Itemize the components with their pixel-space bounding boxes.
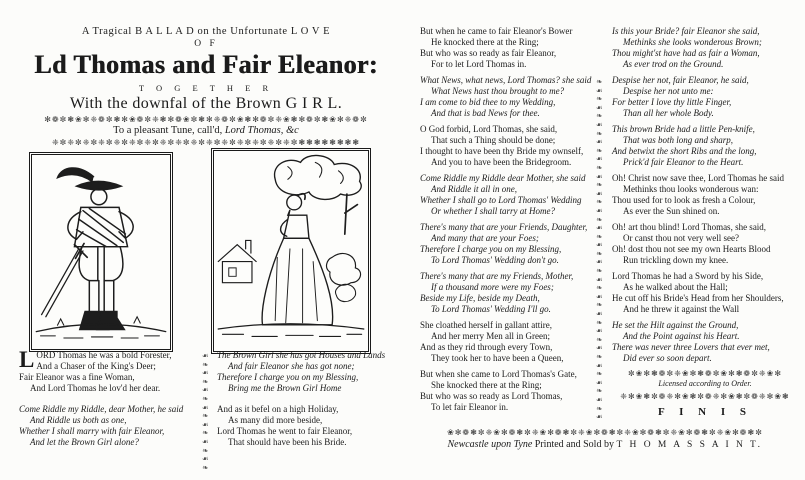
verse-line: Oh! Christ now save thee, Lord Thomas he said: [612, 173, 785, 183]
verse-line: O God forbid, Lord Thomas, she said,: [420, 124, 558, 134]
verse-line: And a Chaser of the King's Deer;: [36, 361, 156, 371]
verse-line: And Riddle us both as one,: [30, 415, 127, 425]
imprint-middle: Printed and Sold by: [532, 439, 617, 450]
verse-line: That was both long and sharp,: [623, 135, 734, 145]
stanza: [420, 173, 596, 217]
licensed-line: Licensed according to Order.: [658, 379, 752, 388]
stanza: [612, 222, 798, 266]
verse-line: That such a Thing should be done;: [431, 135, 556, 145]
verse-line: And he threw it against the Wall: [623, 304, 740, 314]
verse-line: I thought to have been thy Bride my ownself,: [420, 146, 584, 156]
stanza: [19, 347, 199, 394]
right-page: [412, 18, 800, 473]
verse-line: For better I love thy little Finger,: [612, 97, 732, 107]
verse-line: Come Riddle my Riddle, dear Mother, he said: [19, 404, 184, 414]
woodcut-fair-eleanor: [211, 148, 371, 354]
drop-cap: L: [19, 347, 35, 372]
ornament-row-title: ✻❁✼❃❀✻❈❁✼❃✻❀❁✼❈❃✻❁❀✼❃✻❈❁✼❀❃✻❁✼❈❀❃✻❁✼❃❀✻❈❁✼: [44, 115, 368, 124]
stanza: [420, 369, 596, 413]
verse-line: But when she came to Lord Thomas's Gate,: [420, 369, 577, 379]
verse-line: Lord Thomas he went to fair Eleanor,: [217, 426, 353, 436]
verse-line: Fair Eleanor was a fine Woman,: [19, 372, 135, 382]
right-page-stanzas: [612, 26, 798, 364]
verse-line: As ever trod on the Ground.: [623, 59, 724, 69]
verse-line: He cut off his Bride's Head from her Shoulders,: [612, 293, 784, 303]
stanza: [420, 320, 596, 364]
imprint-line: [412, 439, 798, 450]
verse-line: This brown Bride had a little Pen-knife,: [612, 124, 755, 134]
verse-line: What News hast thou brought to me?: [431, 86, 565, 96]
woodcut-lord-thomas: [29, 152, 173, 352]
ornament-row-bottom: ❀✻❁❃✼❈❀✻❁❃✼❈❀✻❁❃✼❈❀✻❁❃✼❈❀✻❁❃✼❈❀✻❁❃✼❈❀✻❁❃✼: [447, 428, 763, 437]
verse-line: Bring me the Brown Girl Home: [228, 383, 342, 393]
verse-line: Methinks thou looks wonderous wan:: [623, 184, 759, 194]
verse-line: And fair Eleanor she has got none;: [228, 361, 355, 371]
verse-line: Did ever so soon depart.: [623, 353, 712, 363]
verse-line: Whether I shall go to Lord Thomas' Wedding: [420, 195, 582, 205]
verse-line: As he walked about the Hall;: [623, 282, 728, 292]
stanza: [19, 404, 199, 448]
verse-line: If a thousand more were my Foes;: [431, 282, 554, 292]
verse-line: Lord Thomas he had a Sword by his Side,: [612, 271, 764, 281]
verse-line: To Lord Thomas' Wedding I'll go.: [431, 304, 551, 314]
right-page-verse-column-2: [612, 26, 798, 418]
verse-line: Run trickling down my knee.: [623, 255, 729, 265]
verse-line: And as they rid through every Town,: [420, 342, 553, 352]
title-of-line: O F: [194, 39, 218, 49]
verse-line: And that is bad News for thee.: [431, 108, 540, 118]
verse-line: Oh! dost thou not see my own Hearts Blood: [612, 244, 771, 254]
verse-line: And betwixt the short Ribs and the long,: [612, 146, 757, 156]
verse-line: There was never three Lovers that ever met,: [612, 342, 770, 352]
stanza: [612, 75, 798, 119]
stanza: [612, 124, 798, 168]
verse-line: Than all her whole Body.: [623, 108, 714, 118]
verse-line: Or whether I shall tarry at Home?: [431, 206, 555, 216]
lord-thomas-figure-icon: [32, 155, 170, 349]
stanza: [612, 271, 798, 315]
stanza: [420, 222, 596, 266]
imprint-place: Newcastle upon Tyne: [447, 439, 533, 450]
verse-line: Despise her not, fair Eleanor, he said,: [612, 75, 749, 85]
ornament-row-tune: ❈✼❈✼❈✼❈✼❈✼❈✼❈✼❈✼❈✼❈✼❈✼❈✼❈✼❈✼❈✼❈✼❃❃❃❃❃❃❃❃: [51, 138, 361, 147]
verse-line: For to let Lord Thomas in.: [431, 59, 527, 69]
verse-line: They took her to have been a Queen,: [431, 353, 564, 363]
verse-line: And let the Brown Girl alone?: [30, 437, 139, 447]
finis-label: F I N I S: [658, 406, 752, 418]
verse-line: As ever the Sun shined on.: [623, 206, 720, 216]
verse-line: What News, what news, Lord Thomas? she said: [420, 75, 592, 85]
verse-line: Prick'd fair Eleanor to the Heart.: [623, 157, 744, 167]
verse-line: Or canst thou not very well see?: [623, 233, 739, 243]
verse-line: Despise her not unto me:: [623, 86, 714, 96]
ornament-strip-center: ❧☙❧☙❧☙❧☙❧☙❧☙❧☙❧☙❧☙❧☙❧☙❧☙❧☙❧☙❧☙❧☙❧☙❧☙❧☙❧☙: [596, 77, 603, 422]
stanza: [217, 404, 395, 448]
verse-line: And as it befel on a high Holiday,: [217, 404, 339, 414]
left-page-verse-column-1: [19, 347, 199, 458]
verse-line: She knocked there at the Ring;: [431, 380, 542, 390]
stanza: [217, 350, 395, 394]
verse-line: And the Point against his Heart.: [623, 331, 740, 341]
ornament-row-before-licensed: ✼❀✻❃❁✼❈❀✻❃❁✼❀✻❃❁✼❈❀✻: [627, 369, 783, 378]
verse-line: Is this your Bride? fair Eleanor she said,: [612, 26, 760, 36]
verse-line: And her merry Men all in Green;: [431, 331, 550, 341]
ornament-row-before-finis: ❈✻❀❃✼❁❈✻❀❃✼❁❈✻❀❃✼❁❈✻❀❃: [620, 392, 790, 401]
verse-line: She cloathed herself in gallant attire,: [420, 320, 552, 330]
ornament-strip-left-page: ☙❧☙❧☙❧☙❧☙❧☙❧☙❧: [202, 351, 209, 472]
left-page: [15, 10, 397, 475]
stanza: [420, 75, 596, 119]
stanza: [612, 26, 798, 70]
verse-line: And many that are your Foes;: [431, 233, 539, 243]
verse-line: And Lord Thomas he lov'd her dear.: [30, 383, 161, 393]
together-line: T O G E T H E R: [138, 83, 274, 93]
verse-line: That should have been his Bride.: [228, 437, 347, 447]
verse-line: The Brown Girl she has got Houses and Lands: [217, 350, 386, 360]
ballad-title-line: A Tragical B A L L A D on the Unfortunate L O V E: [81, 26, 331, 37]
verse-line: There's many that are my Friends, Mother,: [420, 271, 574, 281]
verse-line: To let fair Eleanor in.: [431, 402, 509, 412]
verse-line: There's many that are your Friends, Daughter,: [420, 222, 588, 232]
verse-line: As many did more beside,: [228, 415, 323, 425]
stanza: [612, 173, 798, 217]
verse-line: He knocked there at the Ring;: [431, 37, 539, 47]
verse-line: Come Riddle my Riddle dear Mother, she said: [420, 173, 586, 183]
imprint-printer: T H O M A S S A I N T.: [616, 440, 763, 450]
verse-line: I am come to bid thee to my Wedding,: [420, 97, 556, 107]
stanza: [420, 124, 596, 168]
verse-line: Whether I shall marry with fair Eleanor,: [19, 426, 165, 436]
main-title: Ld Thomas and Fair Eleanor:: [34, 50, 378, 79]
verse-line: But who was so ready as fair Eleanor,: [420, 48, 557, 58]
verse-line: Therefore I charge you on my Blessing,: [217, 372, 359, 382]
right-page-verse-column-1: [420, 26, 596, 418]
tune-prefix: To a pleasant Tune, call'd,: [113, 125, 225, 136]
verse-line: Thou might'st have had as fair a Woman,: [612, 48, 760, 58]
verse-line: Thou used for to look as fresh a Colour,: [612, 195, 756, 205]
verse-line: To Lord Thomas' Wedding don't go.: [431, 255, 559, 265]
verse-line: But when he came to fair Eleanor's Bower: [420, 26, 573, 36]
left-page-verse-column-2: [217, 350, 395, 458]
stanza: [612, 320, 798, 364]
verse-line: Methinks she looks wonderous Brown;: [623, 37, 762, 47]
verse-line: ORD Thomas he was a bold Forester,: [36, 350, 172, 360]
tune-name: Lord Thomas, &c: [224, 125, 299, 136]
tune-line: [15, 125, 397, 136]
verse-line: But who was so ready as Lord Thomas,: [420, 391, 563, 401]
subtitle: With the downfal of the Brown G I R L.: [69, 95, 343, 112]
fair-eleanor-figure-icon: [214, 151, 368, 351]
stanza: [420, 26, 596, 70]
verse-line: Therefore I charge you on my Blessing,: [420, 244, 562, 254]
verse-line: He set the Hilt against the Ground,: [612, 320, 739, 330]
verse-line: And Riddle it all in one,: [431, 184, 517, 194]
verse-line: Beside my Life, beside my Death,: [420, 293, 540, 303]
verse-line: And you to have been the Bridegroom.: [431, 157, 572, 167]
stanza: [420, 271, 596, 315]
verse-line: Oh! art thou blind! Lord Thomas, she said,: [612, 222, 767, 232]
